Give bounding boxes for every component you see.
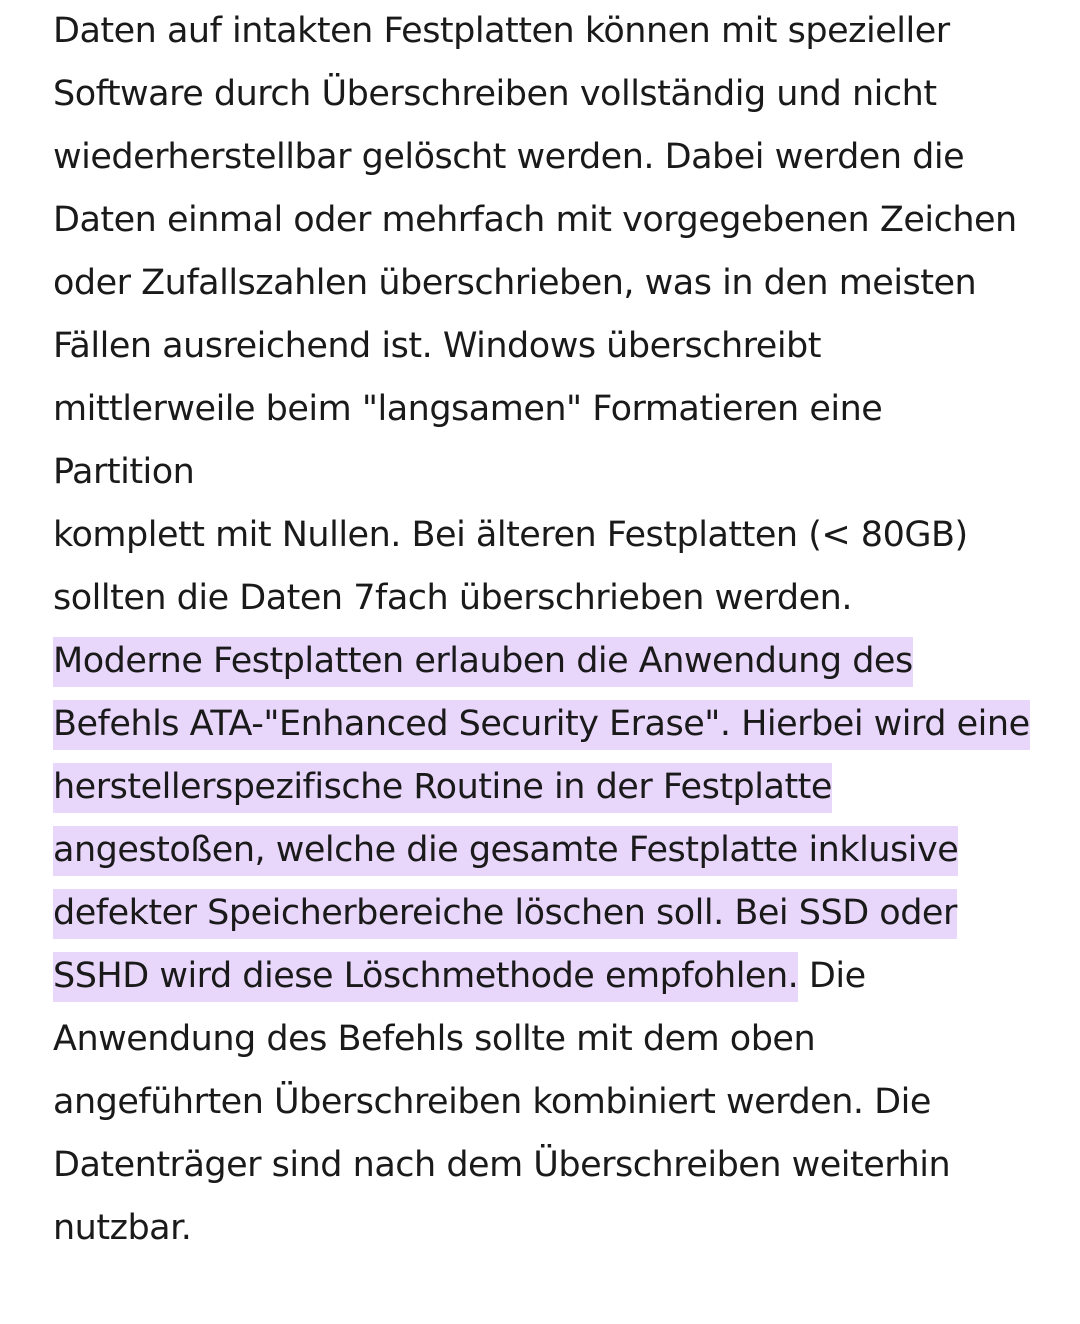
highlighted-line: [53, 882, 1053, 945]
article-body: [53, 0, 1053, 1260]
text-line: wiederherstellbar gelöscht werden. Dabei werden die: [53, 137, 965, 177]
text-highlight: Moderne Festplatten erlauben die Anwendung des: [53, 637, 913, 687]
highlighted-line: [53, 819, 1053, 882]
paragraph-secure-erase: [53, 630, 1053, 1260]
highlighted-line: [53, 756, 1053, 819]
text-line: Partition: [53, 452, 195, 492]
paragraph-data-overwrite: [53, 0, 1053, 630]
text-line: mittlerweile beim "langsamen" Formatieren eine: [53, 389, 883, 429]
text-highlight: defekter Speicherbereiche löschen soll. Bei SSD oder: [53, 889, 957, 939]
text-line: angeführten Überschreiben kombiniert werden. Die: [53, 1082, 931, 1122]
highlighted-line: [53, 693, 1053, 756]
text-line: komplett mit Nullen. Bei älteren Festplatten (< 80GB): [53, 515, 968, 555]
text-line: Datenträger sind nach dem Überschreiben weiterhin: [53, 1145, 951, 1185]
text-line: oder Zufallszahlen überschrieben, was in den meisten: [53, 263, 977, 303]
text-line: sollten die Daten 7fach überschrieben werden.: [53, 578, 852, 618]
text-line: Anwendung des Befehls sollte mit dem oben: [53, 1019, 816, 1059]
text-line: Daten auf intakten Festplatten können mit spezieller: [53, 11, 950, 51]
text-line: Software durch Überschreiben vollständig und nicht: [53, 74, 937, 114]
highlighted-line: [53, 945, 1053, 1008]
text-highlight: SSHD wird diese Löschmethode empfohlen.: [53, 952, 798, 1002]
text-highlight: angestoßen, welche die gesamte Festplatte inklusive: [53, 826, 958, 876]
text-highlight: Befehls ATA-"Enhanced Security Erase". Hierbei wird eine: [53, 700, 1030, 750]
text-line: Fällen ausreichend ist. Windows überschreibt: [53, 326, 821, 366]
text-line: nutzbar.: [53, 1208, 192, 1248]
text-highlight: herstellerspezifische Routine in der Festplatte: [53, 763, 832, 813]
text-fragment: Die: [798, 956, 866, 996]
highlighted-line: [53, 630, 1053, 693]
text-line: Daten einmal oder mehrfach mit vorgegebenen Zeichen: [53, 200, 1017, 240]
